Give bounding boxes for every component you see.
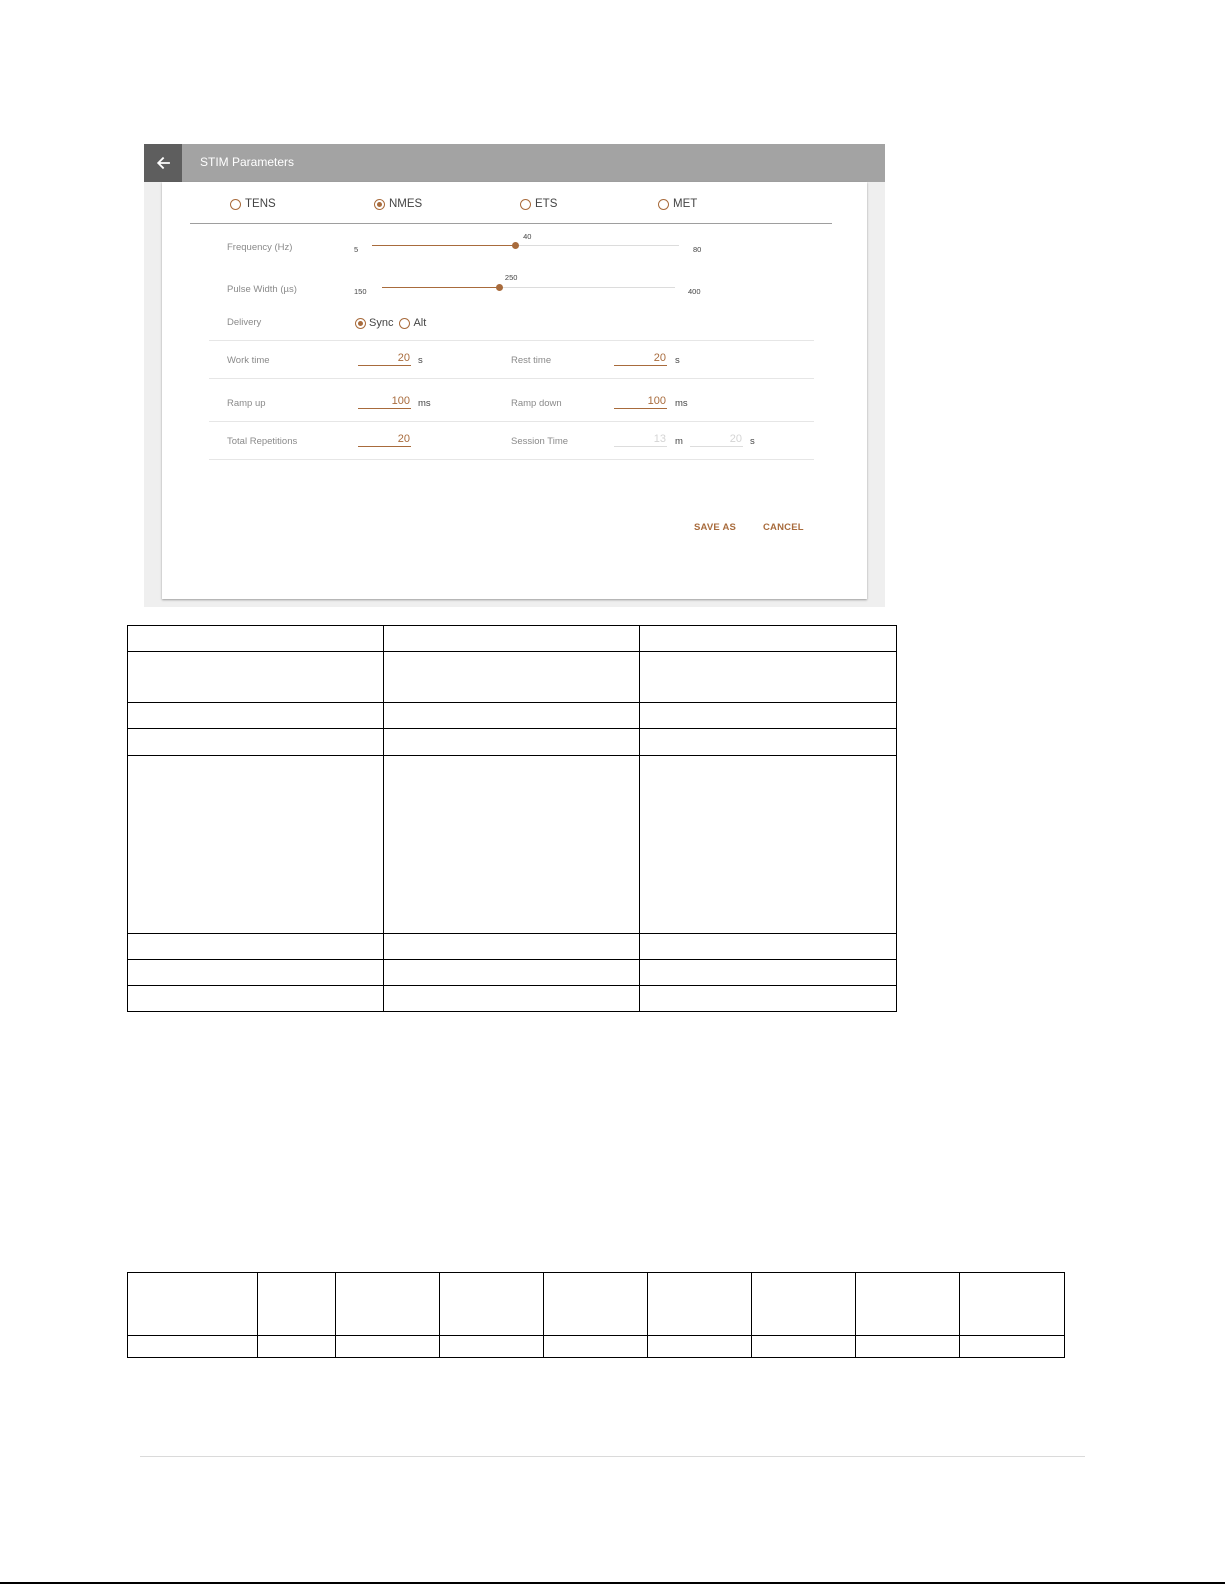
mode-option-tens[interactable] xyxy=(230,198,276,210)
empty-table-1 xyxy=(127,625,897,1012)
delivery-options xyxy=(355,317,428,329)
delivery-option-label: Alt xyxy=(413,317,427,329)
table-row xyxy=(128,934,897,960)
empty-table-2 xyxy=(127,1272,1065,1358)
pulse-width-min: 150 xyxy=(354,287,367,296)
frequency-label: Frequency (Hz) xyxy=(227,242,293,253)
ramp-up-unit: ms xyxy=(418,398,431,409)
radio-icon xyxy=(658,199,669,210)
table-row xyxy=(128,756,897,934)
mode-option-ets[interactable] xyxy=(520,198,557,210)
mode-option-nmes[interactable] xyxy=(374,198,422,210)
table-row xyxy=(128,960,897,986)
work-time-input[interactable]: 20 xyxy=(358,350,411,366)
delivery-label: Delivery xyxy=(227,317,262,328)
session-seconds-unit: s xyxy=(750,436,755,447)
parameters-card xyxy=(162,182,867,599)
mode-label: MET xyxy=(673,198,698,210)
slider-thumb[interactable] xyxy=(496,284,503,291)
row-divider xyxy=(209,378,814,379)
radio-selected-icon xyxy=(374,199,385,210)
stim-parameters-screenshot xyxy=(144,144,885,607)
radio-icon xyxy=(399,318,410,329)
pulse-width-slider[interactable] xyxy=(382,283,675,293)
mode-label: TENS xyxy=(245,198,276,210)
table-row xyxy=(128,1336,1065,1358)
table-row xyxy=(128,986,897,1012)
ramp-down-unit: ms xyxy=(675,398,688,409)
pulse-width-max: 400 xyxy=(688,287,701,296)
ramp-up-input[interactable]: 100 xyxy=(358,393,411,409)
ramp-down-input[interactable]: 100 xyxy=(614,393,667,409)
table-row xyxy=(128,626,897,652)
radio-selected-icon xyxy=(355,318,366,329)
pulse-width-value: 250 xyxy=(504,273,518,282)
frequency-slider[interactable] xyxy=(372,241,679,251)
ramp-down-label: Ramp down xyxy=(511,398,562,409)
session-time-label: Session Time xyxy=(511,436,569,447)
table-row xyxy=(128,1273,1065,1336)
delivery-option-alt[interactable] xyxy=(399,317,426,329)
radio-icon xyxy=(520,199,531,210)
delivery-option-label: Sync xyxy=(369,317,394,329)
total-repetitions-label: Total Repetitions xyxy=(227,436,298,447)
table-row xyxy=(128,703,897,729)
row-divider xyxy=(209,340,814,341)
mode-option-met[interactable] xyxy=(658,198,697,210)
session-minutes-unit: m xyxy=(675,436,683,447)
frequency-value: 40 xyxy=(523,232,532,241)
mode-label: NMES xyxy=(389,198,423,210)
cancel-button[interactable]: CANCEL xyxy=(763,522,804,533)
save-as-button[interactable]: SAVE AS xyxy=(694,522,737,533)
rest-time-input[interactable]: 20 xyxy=(614,350,667,366)
rest-time-unit: s xyxy=(675,355,680,366)
frequency-min: 5 xyxy=(354,245,359,254)
row-divider xyxy=(209,459,814,460)
pulse-width-label: Pulse Width (µs) xyxy=(227,284,297,295)
session-seconds-input: 20 xyxy=(690,431,743,447)
ramp-up-label: Ramp up xyxy=(227,398,266,409)
session-minutes-input: 13 xyxy=(614,431,667,447)
mode-divider xyxy=(190,223,832,224)
page-divider xyxy=(140,1456,1085,1457)
work-time-label: Work time xyxy=(227,355,270,366)
table-row xyxy=(128,729,897,756)
slider-thumb[interactable] xyxy=(512,242,519,249)
rest-time-label: Rest time xyxy=(511,355,552,366)
frequency-max: 80 xyxy=(693,245,702,254)
delivery-option-sync[interactable] xyxy=(355,317,393,329)
page-bottom-border xyxy=(0,1582,1225,1584)
app-bar xyxy=(144,144,885,182)
total-repetitions-input[interactable]: 20 xyxy=(358,431,411,447)
work-time-unit: s xyxy=(418,355,423,366)
back-button[interactable] xyxy=(144,144,182,182)
radio-icon xyxy=(230,199,241,210)
mode-label: ETS xyxy=(535,198,558,210)
table-row xyxy=(128,652,897,703)
page-title: STIM Parameters xyxy=(200,155,295,169)
arrow-left-icon xyxy=(156,156,170,170)
row-divider xyxy=(209,421,814,422)
